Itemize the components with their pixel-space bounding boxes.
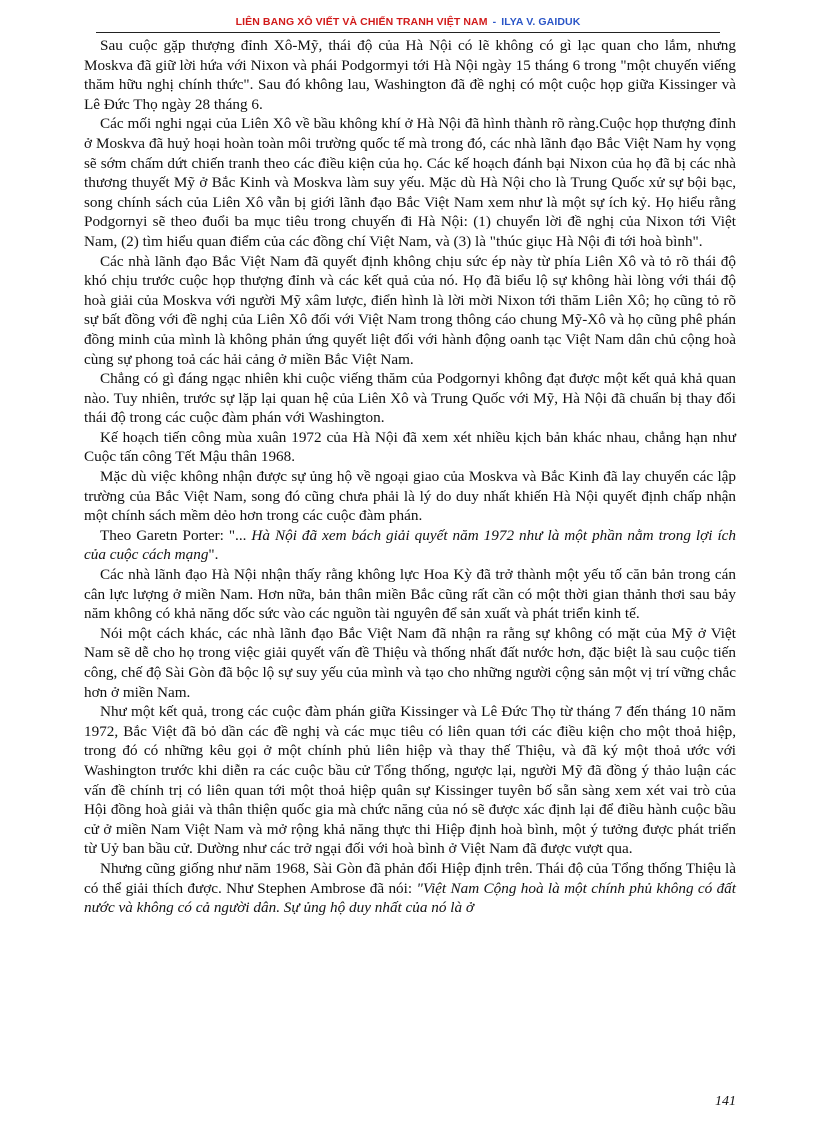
paragraph: [84, 369, 736, 428]
paragraph: [84, 114, 736, 251]
paragraph-text: Sau cuộc gặp thượng đỉnh Xô-Mỹ, thái độ của Hà Nội có lẽ không có gì lạc quan cho lắm, nhưng Moskva đã giữ lời hứa với Nixon và phái Podgormyi tới Hà Nội ngày 15 tháng 6 trong "một chuyến viếng thăm hữu nghị chính thức". Sau đó không lau, Washington đã đề nghị có một cuộc họp giữa Kissinger và Lê Đức Thọ ngày 28 tháng 6.: [84, 37, 736, 113]
paragraph: [84, 252, 736, 370]
paragraph: [84, 467, 736, 526]
italic-quote: "Việt Nam Cộng hoà là một chính phủ không có đất nước và không có cả người dân. Sự ủng hộ duy nhất của nó là ở: [84, 879, 736, 917]
paragraph-text: Các nhà lãnh đạo Bắc Việt Nam đã quyết định không chịu sức ép này từ phía Liên Xô và tỏ rõ thái độ khó chịu trước cuộc họp thượng đỉnh và các kết quả của nó. Họ đã biểu lộ sự không hài lòng với thái độ hoà giải của Moskva với người Mỹ xâm lược, điển hình là lời mời Nixon tới thăm Liên Xô; họ cũng tỏ rõ sự bất đồng với đề nghị của Liên Xô đối với Việt Nam trong thông cáo chung Mỹ-Xô và họ cũng phê phán đồng minh của mình là không phản ứng quyết liệt đối với hành động oanh tạc Việt Nam dân chủ cộng hoà cùng sự phong toả các hải cảng ở miền Bắc Việt Nam.: [84, 252, 736, 368]
italic-quote: Hà Nội đã xem bách giải quyết năm 1972 như là một phần nằm trong lợi ích của cuộc cách mạng: [84, 526, 736, 564]
paragraph: [84, 702, 736, 859]
paragraph: [84, 859, 736, 918]
paragraph-text: Nhưng cũng giống như năm 1968, Sài Gòn đã phản đối Hiệp định trên. Thái độ của Tổng thống Thiệu là có thể giải thích được. Như Stephen Ambrose đã nói:: [84, 859, 736, 897]
paragraph: [84, 36, 736, 114]
paragraph-text: ".: [208, 546, 219, 564]
paragraph: [84, 526, 736, 565]
paragraph-text: Chẳng có gì đáng ngạc nhiên khi cuộc viếng thăm của Podgornyi không đạt được một kết quả khả quan nào. Tuy nhiên, trước sự lặp lại quan hệ của Liên Xô và Trung Quốc với Mỹ, Hà Nội đã chuẩn bị thay đổi thái độ trong các cuộc đàm phán với Washington.: [84, 370, 736, 427]
page-body: [84, 36, 736, 918]
paragraph-text: Kế hoạch tiến công mùa xuân 1972 của Hà Nội đã xem xét nhiều kịch bản khác nhau, chẳng hạn như Cuộc tấn công Tết Mậu thân 1968.: [84, 428, 736, 466]
header-separator: -: [492, 16, 497, 28]
page-number: 141: [715, 1094, 736, 1109]
paragraph-text: Theo Garetn Porter: "...: [100, 526, 252, 544]
paragraph-text: Các nhà lãnh đạo Hà Nội nhận thấy rằng không lực Hoa Kỳ đã trở thành một yếu tố căn bản trong cán cân lực lượng ở miền Nam. Hơn nữa, bản thân miền Bắc cũng rất cần có một thời gian thảnh thơi sau bảy năm không có khả năng dốc sức vào các nguồn tài nguyên để sản xuất và phát triển kinh tế.: [84, 566, 736, 623]
header-author: ILYA V. GAIDUK: [501, 16, 581, 28]
paragraph: [84, 428, 736, 467]
paragraph-text: Các mối nghi ngại của Liên Xô về bầu không khí ở Hà Nội đã hình thành rõ ràng.Cuộc họp thượng đỉnh ở Moskva đã huỷ hoại hoàn toàn môi trường quốc tế mà trong đó, các nhà lãnh đạo Bắc Việt Nam hy vọng sẽ sớm chấm dứt chiến tranh theo các điều kiện của họ. Các kế hoạch đánh bại Nixon của họ đã bị các nhà thương thuyết Mỹ ở Bắc Kinh và Moskva làm suy yếu. Mặc dù Hà Nội cho là Trung Quốc xử sự bội bạc, song chính sách của Liên Xô vẫn bị giới lãnh đạo Bắc Việt Nam xem như là một sự ích kỷ. Họ hiểu rằng Podgornyi sẽ theo đuổi ba mục tiêu trong chuyến đi Hà Nội: (1) chuyển lời đề nghị của Nixon tới Việt Nam, (2) tìm hiểu quan điểm của các đồng chí Việt Nam, và (3) là "thúc giục Hà Nội đi tới hoà bình".: [84, 115, 736, 250]
paragraph-text: Nói một cách khác, các nhà lãnh đạo Bắc Việt Nam đã nhận ra rằng sự không có mặt của Mỹ ở Việt Nam sẽ dễ cho họ trong việc giải quyết vấn đề Thiệu và thống nhất đất nước hơn, đặc biệt là sau cuộc tiến công, chế độ Sài Gòn đã bộc lộ sự suy yếu của mình và tạo cho những người cộng sản một vị trí vững chắc hơn ở miền Nam.: [84, 624, 736, 701]
paragraph-text: Như một kết quả, trong các cuộc đàm phán giữa Kissinger và Lê Đức Thọ từ tháng 7 đến tháng 10 năm 1972, Bắc Việt đã bỏ dần các đề nghị và các mục tiêu có liên quan tới các điều kiện cho một thoả hiệp, trong đó có những kêu gọi ở một chính phủ liên hiệp và thay thế Thiệu, và đã ký một thoả ước với Washington trước khi diễn ra các cuộc bầu cử Tổng thống, ngược lại, người Mỹ đã đồng ý thảo luận các vấn đề chính trị có liên quan tới một thoả hiệp quân sự Kissinger tuyên bố sẵn sàng xem xét vai trò của Hội đồng hoà giải và thân thiện quốc gia mà chức năng của nó sẽ được xác định lại để điều hành cuộc bầu cử ở miền Nam Việt Nam và mở rộng khả năng thực thi Hiệp định hoà bình, một ý tưởng được phát triển từ Uỷ ban bầu cử. Dường như các trở ngại đối với hoà bình ở Việt Nam đã được vượt qua.: [84, 703, 736, 858]
header-title: LIÊN BANG XÔ VIẾT VÀ CHIẾN TRANH VIỆT NAM: [235, 16, 488, 28]
running-header: [96, 14, 720, 33]
paragraph: [84, 624, 736, 702]
paragraph: [84, 565, 736, 624]
paragraph-text: Mặc dù việc không nhận được sự ủng hộ về ngoại giao của Moskva và Bắc Kinh đã lay chuyển các lập trường của Bắc Việt Nam, song đó cũng chưa phải là lý do duy nhất khiến Hà Nội quyết định chấp nhận một chính sách mềm dẻo hơn trong các cuộc đàm phán.: [84, 468, 736, 525]
